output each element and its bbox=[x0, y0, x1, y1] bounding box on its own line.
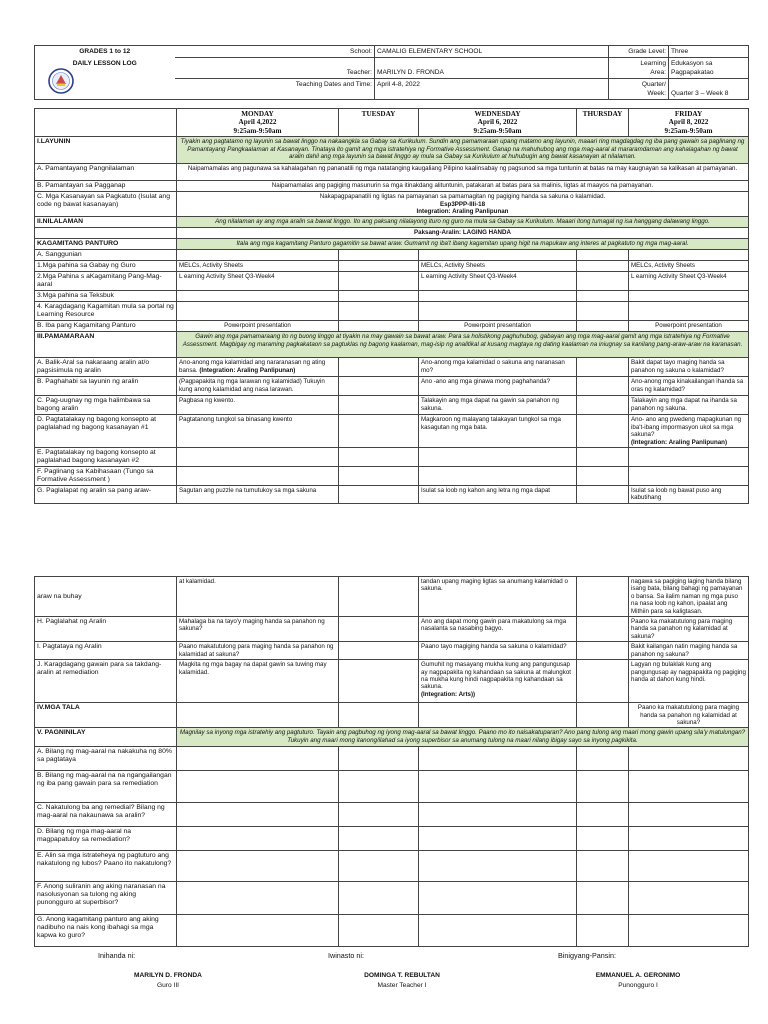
row-i-label: I. Pagtataya ng Aralin bbox=[35, 642, 177, 660]
row-f-label: F. Paglinang sa Kabihasaan (Tungo sa Formative Assessment ) bbox=[35, 467, 177, 486]
cell bbox=[577, 617, 629, 642]
log-title-cell bbox=[35, 58, 175, 100]
row-d-mon: Pagtatanong tungkol sa binasang kwento bbox=[177, 415, 339, 448]
row-b-wed: Ano -ano ang mga ginawa mong paghahanda? bbox=[419, 377, 577, 396]
cell bbox=[577, 660, 629, 703]
cell bbox=[629, 302, 749, 321]
iba-wed: Powerpoint presentation bbox=[419, 321, 577, 332]
grade-level-label: Grade Level: bbox=[609, 46, 669, 58]
row-g-wed-part1: Isulat sa loob ng kahon ang letra ng mga dapat bbox=[419, 486, 577, 504]
monday-header bbox=[177, 109, 339, 137]
row-j-fri: Lagyan ng bulaklak kung ang pangungusap ay nagpapakita ng pagiging handa at dahon kung hindi. bbox=[629, 660, 749, 703]
reflection-d-label: D. Bilang ng mga mag-aaral na magpapatuloy sa remediation? bbox=[35, 827, 177, 851]
pang-mon: L earning Activity Sheet Q3-Week4 bbox=[177, 272, 339, 291]
row-a-mon-integration: (Integration: Araling Panlipunan) bbox=[199, 366, 296, 374]
lesson-log-table bbox=[34, 108, 749, 504]
cell bbox=[419, 771, 577, 803]
row-c-fri: Talakayin ang mga dapat na ihanda sa panahon ng sakuna. bbox=[629, 396, 749, 415]
cell bbox=[629, 827, 749, 851]
row-g-mon-part1: Sagutan ang puzzle na tumutukoy sa mga sakuna bbox=[177, 486, 339, 504]
cell bbox=[577, 803, 629, 827]
cell bbox=[339, 358, 419, 377]
cell bbox=[339, 291, 419, 302]
cell bbox=[177, 250, 339, 261]
row-d-fri-integration: (Integration: Araling Panlipunan) bbox=[631, 438, 728, 446]
kagamitan-note: Itala ang mga kagamitang Panturo gagamitin sa bawat araw. Gumamit ng iba't ibang kagamitan upang higit na mapukaw ang interes at pagkatuto ng mga mag-aaral. bbox=[177, 239, 749, 250]
cell bbox=[629, 467, 749, 486]
tala-fri: Paano ka makatutulong para maging handa sa panahon ng kalamidad at sakuna? bbox=[629, 703, 749, 728]
iba-mon: Powerpoint presentation bbox=[177, 321, 339, 332]
cell bbox=[577, 915, 629, 947]
wednesday-date: April 6, 2022 bbox=[477, 118, 518, 127]
learning-area-label-line2: Area: bbox=[650, 69, 666, 76]
cell bbox=[577, 827, 629, 851]
cell bbox=[339, 448, 419, 467]
kagamitan-label: KAGAMITANG PANTURO bbox=[35, 239, 177, 250]
cell bbox=[577, 302, 629, 321]
row-h-label: H. Paglalahat ng Aralin bbox=[35, 617, 177, 642]
learning-area-label-line1: Learning bbox=[640, 60, 666, 67]
grade-level-value: Three bbox=[669, 46, 749, 58]
row-g-label-part1: G. Paglalapat ng aralin sa pang araw- bbox=[35, 486, 177, 504]
row-j-wed-integration: (Integration: Arts)) bbox=[421, 690, 476, 698]
prepared-by-name: MARILYN D. FRONDA bbox=[134, 972, 202, 979]
cell bbox=[577, 851, 629, 882]
cell bbox=[419, 703, 577, 728]
school-label: School: bbox=[175, 46, 375, 58]
friday-date: April 8, 2022 bbox=[668, 118, 709, 127]
cell bbox=[339, 261, 419, 272]
checked-by-position: Master Teacher I bbox=[377, 982, 427, 989]
gabay-wed: MELCs, Activity Sheets bbox=[419, 261, 577, 272]
log-title: DAILY LESSON LOG bbox=[72, 59, 137, 67]
pagganap-label: B. Pamantayan sa Pagganap bbox=[35, 181, 177, 192]
cell bbox=[577, 321, 629, 332]
gabay-mon: MELCs, Activity Sheets bbox=[177, 261, 339, 272]
cell bbox=[629, 915, 749, 947]
learning-area-label bbox=[609, 58, 669, 79]
cell bbox=[629, 771, 749, 803]
row-i-mon: Paano makatutulong para maging handa sa panahon ng kalamidad at sakuna? bbox=[177, 642, 339, 660]
cell bbox=[419, 747, 577, 771]
teksbuk-label: 3.Mga pahina sa Teksbuk bbox=[35, 291, 177, 302]
row-j-wed bbox=[419, 660, 577, 703]
cell bbox=[419, 302, 577, 321]
row-d-fri bbox=[629, 415, 749, 448]
cell bbox=[629, 882, 749, 915]
friday-header bbox=[629, 109, 749, 137]
monday-time: 9:25am-9:50am bbox=[233, 126, 282, 135]
cell bbox=[177, 291, 339, 302]
row-j-mon: Magkita ng mga bagay na dapat gawin sa tuwing may kalamidad. bbox=[177, 660, 339, 703]
wednesday-header bbox=[419, 109, 577, 137]
reflection-e-label: E. Alin sa mga istrateheya ng pagtuturo ang nakatulong ng lubos? Paano ito nakatulong? bbox=[35, 851, 177, 882]
thursday-name: THURSDAY bbox=[582, 110, 623, 118]
cell bbox=[339, 747, 419, 771]
cell bbox=[339, 302, 419, 321]
cell bbox=[177, 302, 339, 321]
pagninilay-note: Magnilay sa inyong mga istratehiy ang pagtuturo. Tayain ang pagbuhog ng iyong mag-aaral sa bawat linggo. Paano mo ito naisakatuparan? Ano pang tulong ang maari mong gawin upang sila'y matulungan? Tukuyin ang maari mong itanong/ilahad sa iyong superbisor sa anumang tulong na maari nilang ibigay sayo sa inyong pagkikita. bbox=[177, 728, 749, 747]
cell bbox=[339, 272, 419, 291]
checked-by-name: DOMINGA T. REBULTAN bbox=[364, 972, 440, 979]
checked-by-label: Iwinasto ni: bbox=[328, 951, 364, 960]
cell bbox=[177, 915, 339, 947]
cell bbox=[629, 747, 749, 771]
quarter-label bbox=[609, 79, 669, 100]
cell bbox=[577, 577, 629, 617]
cell bbox=[577, 747, 629, 771]
cell bbox=[339, 617, 419, 642]
cell bbox=[177, 467, 339, 486]
cell bbox=[419, 915, 577, 947]
cell bbox=[577, 261, 629, 272]
row-h-wed: Ano ang dapat mong gawin para makatulong sa mga nasalanta sa nasabing bagyo. bbox=[419, 617, 577, 642]
layunin-label: I.LAYUNIN bbox=[35, 137, 177, 164]
cell bbox=[577, 882, 629, 915]
teacher-value: MARILYN D. FRONDA bbox=[375, 58, 609, 79]
quarter-label-line1: Quarter/ bbox=[641, 81, 666, 88]
friday-time: 9:25am-9:50am bbox=[664, 126, 713, 135]
kasanayan-integration: Integration: Araling Panlipunan bbox=[416, 208, 509, 216]
row-j-wed-text: Gumuhit ng masayang mukha kung ang pangungusap ay nagpapakita ng kahandaan sa sakuna at malungkot na mukha kung hindi nagpapakita ng kahandaan sa sakuna. bbox=[421, 661, 571, 691]
row-a-mon-text: Ano-anong mga kalamidad ang nararanasan ng ating bansa. bbox=[179, 359, 326, 374]
pamamaraan-note: Gawin ang mga pamamaraang ito ng buong linggo at tiyakin na may gawain sa bawat araw. Para sa holistikong paghuhubog, gabayan ang mga mag-aaral gamit ang mga istratehiya ng Formative Assessment. Magbigay ng maraming pagkakataon sa pagtuklas ng bagong kaalaman, mag-isip ng analitikal at kusang magtaya ng dating kaalaman na iniugnay sa kanilang pang-araw-araw na karanasan. bbox=[177, 332, 749, 358]
row-h-mon: Mahalaga ba na tayo'y maging handa sa panahon ng sakuna? bbox=[177, 617, 339, 642]
cell bbox=[419, 250, 577, 261]
learning-area-value: Edukasyon sa Pagpapakatao bbox=[669, 58, 749, 79]
row-g-mon-part2: at kalamidad. bbox=[177, 577, 339, 617]
cell bbox=[339, 486, 419, 504]
paksa-blank bbox=[35, 228, 177, 239]
row-c-mon: Pagbasa ng kwento. bbox=[177, 396, 339, 415]
friday-name: FRIDAY bbox=[674, 110, 703, 118]
iba-label: B. Iba pang Kagamitang Panturo bbox=[35, 321, 177, 332]
monday-date: April 4,2022 bbox=[238, 118, 277, 127]
cell bbox=[177, 827, 339, 851]
pangnilalaman-value: Naipamamalas ang pagunawa sa kahalagahan ng pananatili ng mga natatanging kaugaliang Pilipino kaalinsabay ng pagsunod sa mga tuntunin at batas na may kaugnayan sa kalikasan at pamayanan. bbox=[177, 164, 749, 181]
cell bbox=[339, 467, 419, 486]
tuesday-name: TUESDAY bbox=[361, 110, 396, 118]
reflection-a-label: A. Bilang ng mag-aaral na nakakuha ng 80% sa pagtataya bbox=[35, 747, 177, 771]
cell bbox=[629, 851, 749, 882]
cell bbox=[339, 851, 419, 882]
row-g-wed-part2: tandan upang maging ligtas sa anumang kalamidad o sakuna. bbox=[419, 577, 577, 617]
dates-label: Teaching Dates and Time: bbox=[175, 79, 375, 100]
row-i-wed: Paano tayo magiging handa sa sakuna o kalamidad? bbox=[419, 642, 577, 660]
row-a-wed: Ano-anong mga kalamidad o sakuna ang naranasan mo? bbox=[419, 358, 577, 377]
tuesday-header bbox=[339, 109, 419, 137]
cell bbox=[339, 882, 419, 915]
cell bbox=[177, 851, 339, 882]
cell bbox=[577, 377, 629, 396]
kasanayan-cell bbox=[177, 192, 749, 217]
cell bbox=[339, 827, 419, 851]
row-b-fri: Ano-anong mga kinakailangan ihanda sa oras ng kalamidad? bbox=[629, 377, 749, 396]
cell bbox=[577, 467, 629, 486]
lesson-log-table-continued bbox=[34, 576, 749, 947]
noted-by-label: Binigyang-Pansin: bbox=[558, 951, 616, 960]
iba-fri: Powerpoint presentation bbox=[629, 321, 749, 332]
cell bbox=[629, 803, 749, 827]
cell bbox=[339, 771, 419, 803]
row-g-fri-part2: nagawa sa pagiging laging handa bilang isang bata, bilang bahagi ng pamayanan o bansa. Sa ilalim naman ng mga puso na nasa loob ng kahon, ipaalat ang Mithiin para sa kaligtasan. bbox=[629, 577, 749, 617]
cell bbox=[419, 448, 577, 467]
row-a-mon bbox=[177, 358, 339, 377]
header-table bbox=[34, 45, 749, 100]
layunin-note: Tiyakin ang pagtatamo ng layunin sa bawat linggo na nakaangkla sa Gabay sa Kurikulum. Sundin ang pamamaraan upang matamo ang layunin, maaari ring magdagdag ng iba pang gawain sa paglinang ng Pamantayang Pangkaalaman at Kasanayan. Tinataya ito gamit ang mga istratehiya ng Formative Assessment. Ganap na mahuhubog ang mga mag-aaral at mararamdaman ang kahalagahan ng bawat aralin dahil ang mga layunin sa bawat linggo ay mula sa Gabay sa Kurikulum at huhubugin ang bawat kasanayan at nilalaman. bbox=[177, 137, 749, 164]
cell bbox=[419, 882, 577, 915]
cell bbox=[339, 415, 419, 448]
cell bbox=[339, 915, 419, 947]
paksa-aralin: Paksang-Aralin: LAGING HANDA bbox=[177, 228, 749, 239]
portal-label: 4. Karagdagang Kagamitan mula sa portal ng Learning Resource bbox=[35, 302, 177, 321]
dates-value: April 4-8, 2022 bbox=[375, 79, 609, 100]
pagganap-value: Naipamamalas ang pagiging masunurin sa mga itinakdang alituntunin, patakaran at batas para sa malinis, ligtas at maayos na pamayanan. bbox=[177, 181, 749, 192]
row-g-label-part2: araw na buhay bbox=[35, 577, 177, 617]
cell bbox=[577, 486, 629, 504]
cell bbox=[577, 291, 629, 302]
cell bbox=[629, 291, 749, 302]
kasanayan-value: Nakapagpapanatili ng ligtas na pamayanan sa pamamagitan ng pagiging handa sa sakuna o kalamidad. bbox=[319, 193, 606, 201]
cell bbox=[577, 642, 629, 660]
cell bbox=[177, 803, 339, 827]
cell bbox=[339, 250, 419, 261]
pagninilay-label: V. PAGNINILAY bbox=[35, 728, 177, 747]
gabay-label: 1.Mga pahina sa Gabay ng Guro bbox=[35, 261, 177, 272]
cell bbox=[339, 703, 419, 728]
cell bbox=[577, 771, 629, 803]
cell bbox=[577, 396, 629, 415]
cell bbox=[177, 771, 339, 803]
noted-by-name: EMMANUEL A. GERONIMO bbox=[595, 972, 681, 979]
reflection-b-label: B. Bilang ng mag-aaral na na ngangailangan ng iba pang gawain para sa remediation bbox=[35, 771, 177, 803]
cell bbox=[419, 803, 577, 827]
cell bbox=[339, 660, 419, 703]
cell bbox=[177, 882, 339, 915]
row-a-label: A. Balik-Aral sa nakaraang aralin at/o pagsisimula ng aralin bbox=[35, 358, 177, 377]
reflection-g-label: G. Anong kagamitang panturo ang aking nadibuho na nais kong ibahagi sa mga kapwa ko guro? bbox=[35, 915, 177, 947]
row-b-mon: (Pagpapakita ng mga larawan ng kalamidad) Tukuyin kung anong kalamidad ang nasa larawan. bbox=[177, 377, 339, 396]
wednesday-name: WEDNESDAY bbox=[474, 110, 521, 118]
cell bbox=[339, 396, 419, 415]
row-b-label: B. Paghahabi sa layunin ng aralin bbox=[35, 377, 177, 396]
cell bbox=[339, 377, 419, 396]
gabay-fri: MELCs, Activity Sheets bbox=[629, 261, 749, 272]
quarter-label-line2: Week: bbox=[647, 90, 666, 97]
row-e-label: E. Pagtatalakay ng bagong konsepto at paglalahad bagong kasanayan #2 bbox=[35, 448, 177, 467]
cell bbox=[339, 642, 419, 660]
day-header-blank bbox=[35, 109, 177, 137]
row-h-fri: Paano ka makatutulong para maging handa sa panahon ng kalamidad at sakuna? bbox=[629, 617, 749, 642]
cell bbox=[177, 747, 339, 771]
cell bbox=[419, 291, 577, 302]
cell bbox=[629, 250, 749, 261]
row-c-label: C. Pag-uugnay ng mga halimbawa sa bagong aralin bbox=[35, 396, 177, 415]
grades-label: GRADES 1 to 12 bbox=[35, 46, 175, 58]
cell bbox=[339, 803, 419, 827]
cell bbox=[577, 415, 629, 448]
row-g-fri-part1: Isulat sa loob ng bawat puso ang kabutihang bbox=[629, 486, 749, 504]
quarter-value: Quarter 3 – Week 8 bbox=[669, 79, 749, 100]
row-d-wed: Magkaroon ng malayang talakayan tungkol sa mga kasagutan ng mga bata. bbox=[419, 415, 577, 448]
cell bbox=[177, 448, 339, 467]
cell bbox=[419, 851, 577, 882]
reflection-f-label: F. Anong suliranin ang aking naranasan na nasolusyonan sa tulong ng aking punongguro at superbisor? bbox=[35, 882, 177, 915]
cell bbox=[629, 448, 749, 467]
kasanayan-code: Esp3PPP-IIIi-18 bbox=[439, 200, 486, 208]
pamamaraan-label: III.PAMAMARAAN bbox=[35, 332, 177, 358]
nilalaman-note: Ang nilalaman ay ang mga aralin sa bawat linggo. Ito ang paksang nilalayong ituro ng guro na mula sa Gabay sa Kurikulum. Maaari itong tumagal ng isa hanggang dalawang linggo. bbox=[177, 217, 749, 228]
cell bbox=[577, 703, 629, 728]
school-value: CAMALIG ELEMENTARY SCHOOL bbox=[375, 46, 609, 58]
cell bbox=[577, 272, 629, 291]
row-d-fri-text: Ano- ano ang pwedeng mapagkunan ng iba't-ibang impormasyon ukol sa mga sakuna? bbox=[631, 416, 742, 439]
thursday-header bbox=[577, 109, 629, 137]
cell bbox=[577, 250, 629, 261]
row-a-fri: Bakit dapat tayo maging handa sa panahon ng sakuna o kalamidad? bbox=[629, 358, 749, 377]
monday-name: MONDAY bbox=[241, 110, 274, 118]
cell bbox=[419, 827, 577, 851]
sanggunian-label: A. Sanggunian bbox=[35, 250, 177, 261]
row-d-label: D. Pagtatalakay ng bagong konsepto at paglalahad ng bagong kasanayan #1 bbox=[35, 415, 177, 448]
row-i-fri: Bakit kailangan natin maging handa sa panahon ng sakuna? bbox=[629, 642, 749, 660]
pang-label: 2.Mga Pahina s aKagamitang Pang-Mag-aaral bbox=[35, 272, 177, 291]
prepared-by-position: Guro III bbox=[157, 982, 179, 989]
cell bbox=[177, 703, 339, 728]
cell bbox=[419, 467, 577, 486]
tala-label: IV.MGA TALA bbox=[35, 703, 177, 728]
pangnilalaman-label: A. Pamantayang Pangnilalaman bbox=[35, 164, 177, 181]
reflection-c-label: C. Nakatulong ba ang remedial? Bilang ng mag-aaral na nakaunawa sa aralin? bbox=[35, 803, 177, 827]
wednesday-time: 9:25am-9:50am bbox=[473, 126, 522, 135]
nilalaman-label: II.NILALAMAN bbox=[35, 217, 177, 228]
teacher-label: Teacher: bbox=[175, 58, 375, 79]
row-j-label: J. Karagdagang gawain para sa takdang-aralin at remediation bbox=[35, 660, 177, 703]
cell bbox=[339, 321, 419, 332]
row-c-wed: Talakayin ang mga dapat na gawin sa panahon ng sakuna. bbox=[419, 396, 577, 415]
cell bbox=[577, 448, 629, 467]
kasanayan-label: C. Mga Kasanayan sa Pagkatuto (Isulat ang code ng bawat kasanayan) bbox=[35, 192, 177, 217]
cell bbox=[577, 358, 629, 377]
pang-fri: L earning Activity Sheet Q3-Week4 bbox=[629, 272, 749, 291]
cell bbox=[339, 577, 419, 617]
prepared-by-label: Inihanda ni: bbox=[98, 951, 136, 960]
pang-wed: L earning Activity Sheet Q3-Week4 bbox=[419, 272, 577, 291]
noted-by-position: Punongguro I bbox=[618, 982, 658, 989]
